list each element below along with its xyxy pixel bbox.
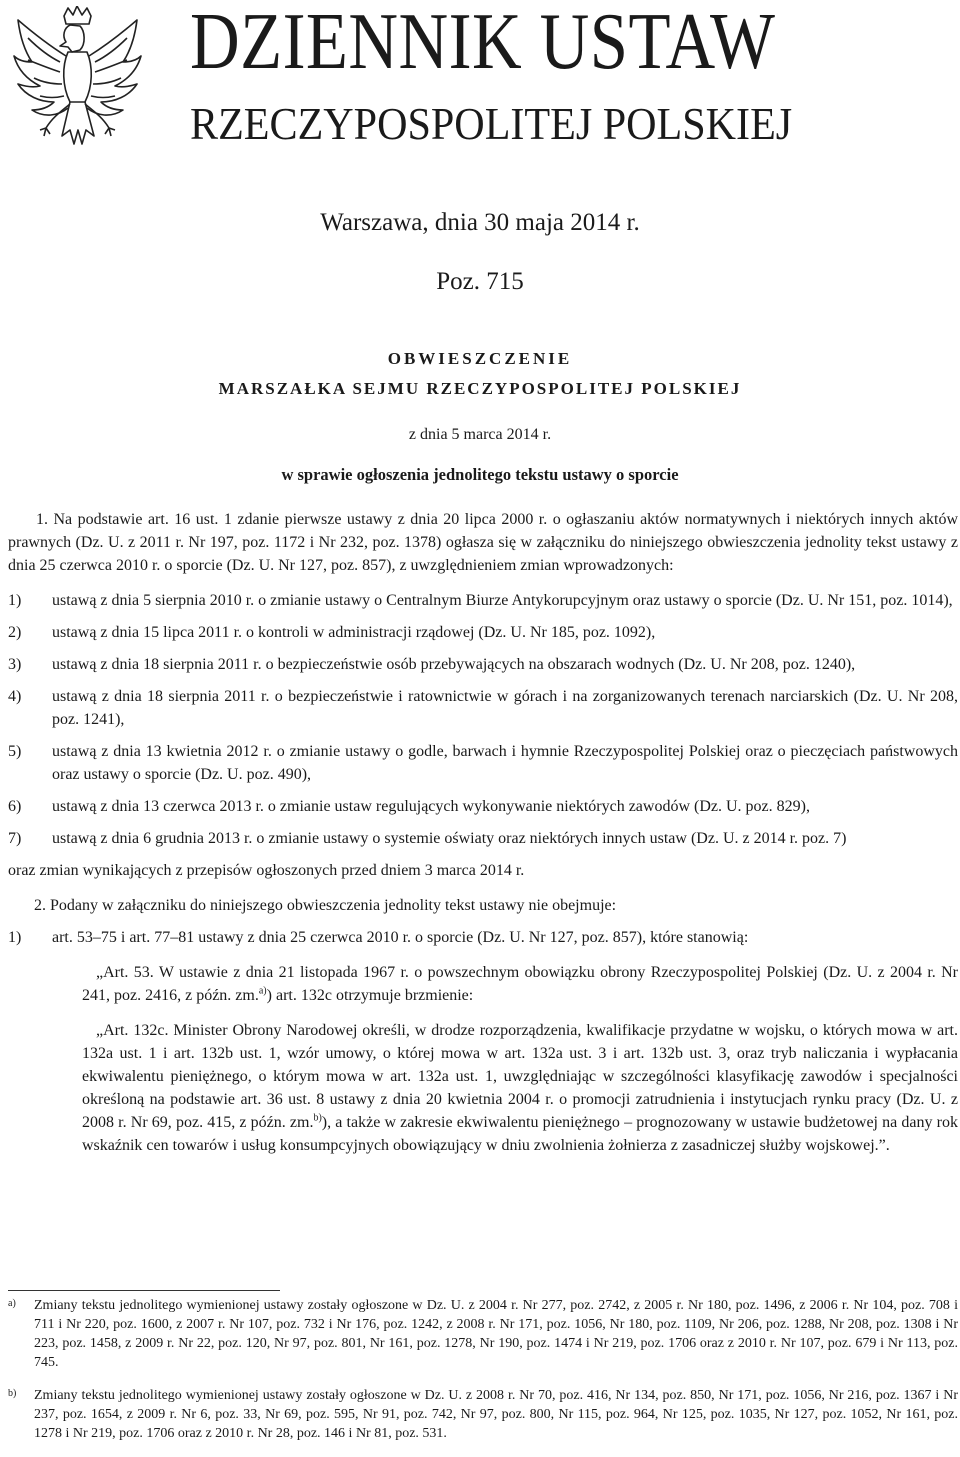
amendment-item [8,795,958,818]
document-body [8,508,958,1157]
amendment-number: 2) [8,624,22,641]
journal-subtitle: RZECZYPOSPOLITEJ POLSKIEJ [190,98,793,149]
journal-title: DZIENNIK USTAW [190,0,776,86]
amendment-item [8,621,958,644]
amendment-text: ustawą z dnia 6 grudnia 2013 r. o zmianie ustawy o systemie oświaty oraz niektórych innych ustaw (Dz. U. z 2014 r. poz. 7) [52,830,847,847]
amendment-text: ustawą z dnia 18 sierpnia 2011 r. o bezpieczeństwie i ratownictwie w górach i na zorganizowanych terenach narciarskich (Dz. U. Nr 208, poz. 1241), [52,688,958,728]
amendment-item [8,740,958,786]
act-issuer: MARSZAŁKA SEJMU RZECZYPOSPOLITEJ POLSKIEJ [218,379,742,398]
amendment-text: ustawą z dnia 13 czerwca 2013 r. o zmianie ustaw regulujących wykonywanie niektórych zawodów (Dz. U. poz. 829), [52,798,810,815]
amendment-number: 4) [8,688,22,705]
paragraph-2: 2. Podany w załączniku do niniejszego obwieszczenia jednolity tekst ustawy nie obejmuje: [34,897,617,914]
act-subject: w sprawie ogłoszenia jednolitego tekstu ustawy o sporcie [281,465,679,484]
amendment-text: ustawą z dnia 5 sierpnia 2010 r. o zmianie ustawy o Centralnym Biurze Antykorupcyjnym oraz ustawy o sporcie (Dz. U. Nr 151, poz. 1014), [52,592,953,609]
footnote-ref-a: a) [258,985,267,997]
amendment-item [8,589,958,612]
paragraph-1: 1. Na podstawie art. 16 ust. 1 zdanie pierwsze ustawy z dnia 20 lipca 2000 r. o ogłaszaniu aktów normatywnych i niektórych innych aktów prawnych (Dz. U. z 2011 r. Nr 197, poz. 1172 i Nr 232, poz. 1378) ogłasza się w załączniku do niniejszego obwieszczenia jednolity tekst ustawy z dnia 25 czerwca 2010 r. o sporcie (Dz. U. Nr 127, poz. 857), z uwzględnieniem zmian wprowadzonych: [8,511,958,574]
amendment-text: ustawą z dnia 18 sierpnia 2011 r. o bezpieczeństwie osób przebywających na obszarach wodnych (Dz. U. Nr 208, poz. 1240), [52,656,856,673]
footnote-separator [8,1290,280,1291]
amendment-text: ustawą z dnia 13 kwietnia 2012 r. o zmianie ustawy o godle, barwach i hymnie Rzeczypospolitej Polskiej oraz o pieczęciach państwowych oraz ustawy o sporcie (Dz. U. poz. 490), [52,743,958,783]
polish-eagle-emblem-icon [10,6,145,156]
quote-art-53: „Art. 53. W ustawie z dnia 21 listopada 1967 r. o powszechnym obowiązku obrony Rzeczypospolitej Polskiej (Dz. U. z 2004 r. Nr 241, poz. 2416, z późn. zm.$^{a)}$) art. 132c otrzymuje brzmienie: [82,964,958,1004]
footnotes [8,1296,958,1457]
amendment-item [8,653,958,676]
act-date: z dnia 5 marca 2014 r. [408,426,552,443]
amendment-number: 7) [8,830,22,847]
exclusion-item [8,926,958,949]
quote-art-132c: „Art. 132c. Minister Obrony Narodowej określi, w drodze rozporządzenia, kwalifikacje przydatne w wojsku, o których mowa w art. 132a ust. 1 i art. 132b ust. 1, wzór umowy, o której mowa w art. 132a ust. 3 i art. 132b ust. 3, oraz tryb naliczania i wypłacania ekwiwalentu pieniężnego, o którym mowa w art. 132a ust. 1, uwzględniając w szczególności klasyfikację zawodów i specjalności określoną na podstawie art. 36 ust. 8 ustawy z dnia 20 kwietnia 2004 r. o promocji zatrudnienia i instytucjach rynku pracy (Dz. U. z 2008 r. Nr 69, poz. 415, z późn. zm.$^{b)}$), a także w zakresie ekwiwalentu pieniężnego – prognozowany w ustawie budżetowej na dany rok wskaźnik cen towarów i usług konsumpcyjnych obowiązujący w dniu zwolnienia żołnierza z zasadniczej służby wojskowej.”. [82,1022,958,1154]
position-number: Poz. 715 [436,268,524,295]
act-type: OBWIESZCZENIE [387,349,573,368]
footnote-mark: a) [8,1298,16,1309]
footnote-text: Zmiany tekstu jednolitego wymienionej ustawy zostały ogłoszone w Dz. U. z 2008 r. Nr 70, poz. 416, Nr 134, poz. 850, Nr 171, poz. 1056, Nr 216, poz. 1367 i Nr 237, poz. 1654, z 2009 r. Nr 6, poz. 33, Nr 69, poz. 595, Nr 91, poz. 742, Nr 97, poz. 800, Nr 115, poz. 964, Nr 125, poz. 1035, Nr 127, poz. 1052, Nr 161, poz. 1278 i Nr 219, poz. 1706 oraz z 2010 r. Nr 28, poz. 146 i Nr 81, poz. 531. [34,1388,958,1441]
footnote-text: Zmiany tekstu jednolitego wymienionej ustawy zostały ogłoszone w Dz. U. z 2004 r. Nr 277, poz. 2742, z 2005 r. Nr 180, poz. 1496, z 2006 r. Nr 104, poz. 708 i 711 i Nr 220, poz. 1600, z 2007 r. Nr 107, poz. 732 i Nr 176, poz. 1242, z 2008 r. Nr 171, poz. 1056, Nr 180, poz. 1109, Nr 206, poz. 1288, Nr 208, poz. 1308 i Nr 223, poz. 1458, z 2009 r. Nr 22, poz. 120, Nr 97, poz. 801, Nr 161, poz. 1278, Nr 190, poz. 1474 i Nr 219, poz. 1706 oraz z 2010 r. Nr 107, poz. 679 i Nr 113, poz. 745. [34,1298,958,1370]
amendment-item [8,685,958,731]
footnote [8,1296,958,1372]
amendment-item [8,827,958,850]
footnote [8,1386,958,1443]
issue-date: Warszawa, dnia 30 maja 2014 r. [320,209,640,236]
amendment-number: 1) [8,592,22,609]
amendment-number: 5) [8,743,22,760]
footnote-mark: b) [8,1388,17,1399]
footnote-ref-b: b) [313,1112,322,1124]
amendment-text: ustawą z dnia 15 lipca 2011 r. o kontroli w administracji rządowej (Dz. U. Nr 185, poz. 1092), [52,624,656,641]
closing-line: oraz zmian wynikających z przepisów ogłoszonych przed dniem 3 marca 2014 r. [8,862,525,879]
amendment-number: 3) [8,656,22,673]
amendment-number: 6) [8,798,22,815]
exclusion-number: 1) [8,929,22,946]
exclusion-text: art. 53–75 i art. 77–81 ustawy z dnia 25 czerwca 2010 r. o sporcie (Dz. U. Nr 127, poz. 857), które stanowią: [52,929,749,946]
